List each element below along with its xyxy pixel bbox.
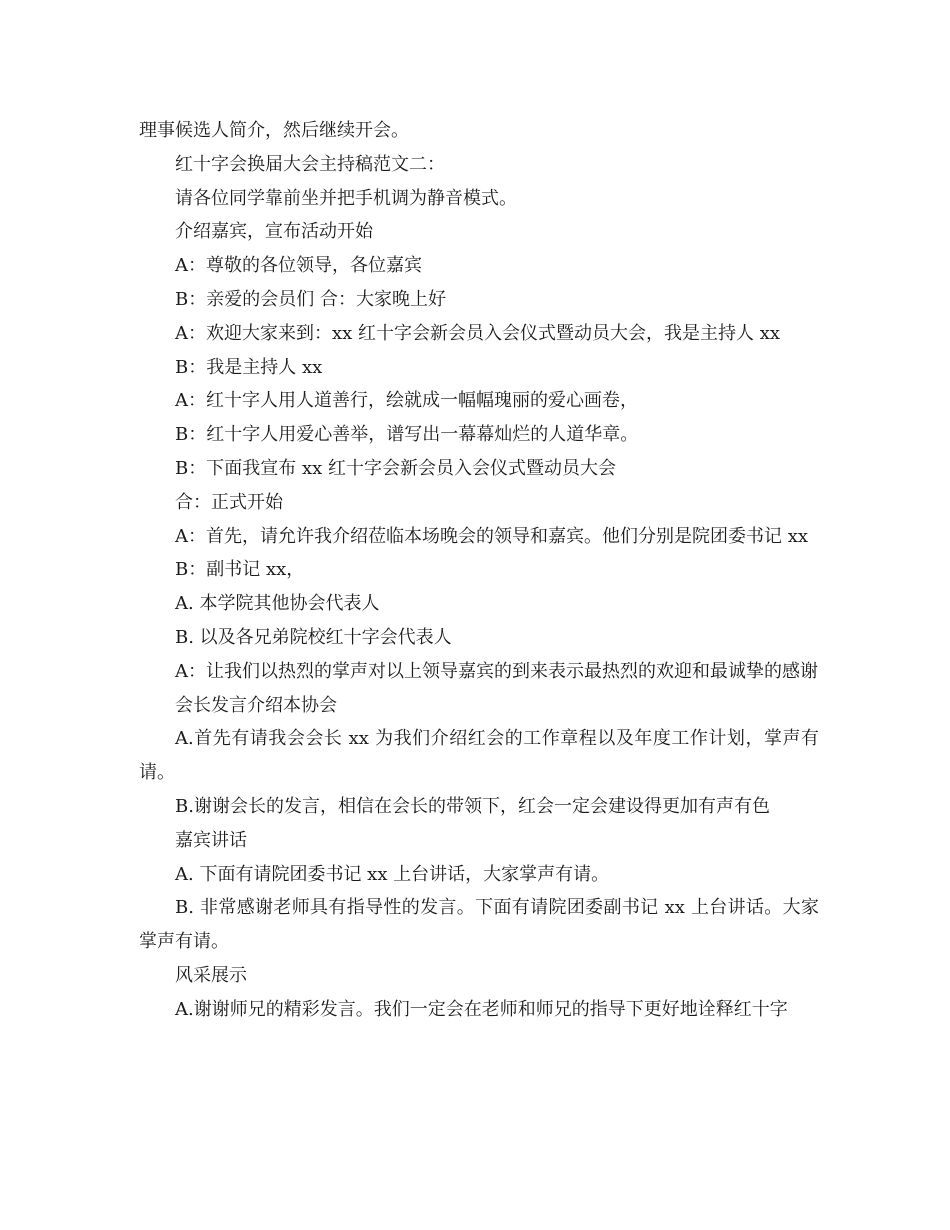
paragraph: B：亲爱的会员们 合：大家晚上好 <box>175 288 446 310</box>
paragraph: A：红十字人用人道善行，绘就成一幅幅瑰丽的爱心画卷， <box>175 390 638 412</box>
paragraph: 会长发言介绍本协会 <box>175 694 337 716</box>
paragraph: B. 以及各兄弟院校红十字会代表人 <box>175 626 452 648</box>
paragraph: B. 非常感谢老师具有指导性的发言。下面有请院团委副书记 xx 上台讲话。大家掌声有请。 <box>139 897 819 953</box>
paragraph: A.谢谢师兄的精彩发言。我们一定会在老师和师兄的指导下更好地诠释红十字 <box>175 998 788 1020</box>
paragraph: B：下面我宣布 xx 红十字会新会员入会仪式暨动员大会 <box>175 457 616 479</box>
paragraph: A.首先有请我会会长 xx 为我们介绍红会的工作章程以及年度工作计划，掌声有请。 <box>139 728 819 784</box>
paragraph: 合：正式开始 <box>175 491 283 513</box>
paragraph: 红十字会换届大会主持稿范文二： <box>175 153 445 175</box>
paragraph: 理事候选人简介，然后继续开会。 <box>139 120 409 141</box>
paragraph: A：尊敬的各位领导，各位嘉宾 <box>175 255 422 277</box>
paragraph: 风采展示 <box>175 964 247 986</box>
paragraph: A. 本学院其他协会代表人 <box>175 593 380 615</box>
document-body <box>139 114 819 1027</box>
paragraph: B.谢谢会长的发言，相信在会长的带领下，红会一定会建设得更加有声有色 <box>175 795 770 817</box>
paragraph: 嘉宾讲话 <box>175 829 247 851</box>
paragraph: A：欢迎大家来到：xx 红十字会新会员入会仪式暨动员大会，我是主持人 xx <box>175 322 781 344</box>
paragraph: 请各位同学靠前坐并把手机调为静音模式。 <box>175 187 517 209</box>
paragraph: B：我是主持人 xx <box>175 356 323 378</box>
paragraph: A：首先，请允许我介绍莅临本场晚会的领导和嘉宾。他们分别是院团委书记 xx <box>175 525 809 547</box>
paragraph: B：副书记 xx， <box>175 559 305 581</box>
paragraph: A：让我们以热烈的掌声对以上领导嘉宾的到来表示最热烈的欢迎和最诚挚的感谢 <box>175 660 818 682</box>
paragraph: B：红十字人用爱心善举，谱写出一幕幕灿烂的人道华章。 <box>175 424 639 446</box>
paragraph: A. 下面有请院团委书记 xx 上台讲话，大家掌声有请。 <box>175 863 610 885</box>
paragraph: 介绍嘉宾，宣布活动开始 <box>175 221 373 243</box>
